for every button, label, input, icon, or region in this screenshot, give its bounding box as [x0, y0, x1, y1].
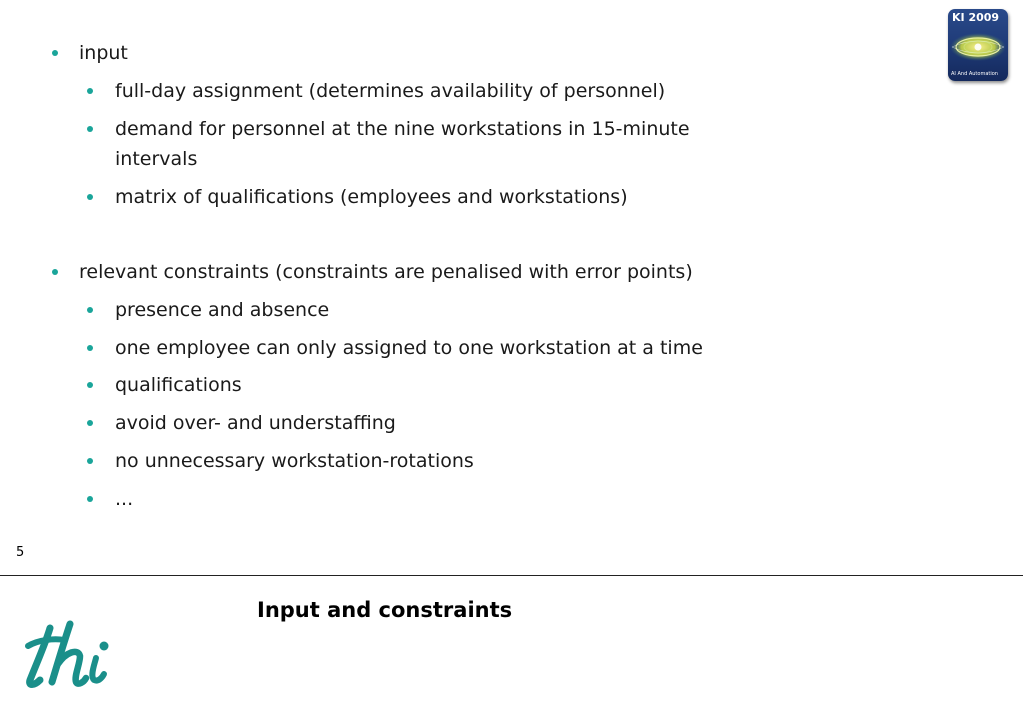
bullet-dot: [87, 458, 93, 464]
slide-title: Input and constraints: [257, 598, 513, 622]
bullet-input: [79, 38, 128, 68]
bullet-matrix-of-qualifications: [115, 182, 628, 212]
bullet-text: matrix of qualifications (employees and workstations): [115, 186, 628, 208]
bullet-dot: [52, 269, 58, 275]
bullet-dot: [87, 496, 93, 502]
bullet-text-line-1: demand for personnel at the nine workstations in 15-minute: [115, 118, 690, 140]
bullet-dot: [87, 420, 93, 426]
bullet-text: full-day assignment (determines availability of personnel): [115, 80, 666, 102]
bullet-full-day-assignment: [115, 76, 665, 106]
bullet-no-rotations: [115, 446, 474, 476]
bullet-demand-for-personnel: [115, 114, 690, 174]
page-number: 5: [16, 545, 25, 560]
university-logo: [20, 620, 120, 692]
bullet-text: qualifications: [115, 374, 242, 396]
bullet-dot: [87, 126, 93, 132]
bullet-text: input: [79, 42, 128, 64]
bullet-dot: [87, 382, 93, 388]
bullet-text: relevant constraints (constraints are penalised with error points): [79, 261, 693, 283]
bullet-text: no unnecessary workstation-rotations: [115, 450, 474, 472]
bullet-avoid-staffing: [115, 408, 396, 438]
tu-logo-dot: [100, 642, 109, 651]
bullet-text: avoid over- and understaffing: [115, 412, 396, 434]
bullet-one-employee: [115, 333, 703, 363]
bullet-dot: [87, 345, 93, 351]
bullet-dot: [52, 50, 58, 56]
tu-logo-icon: [20, 620, 120, 692]
bullet-ellipsis: [115, 484, 133, 514]
bullet-text-line-2: intervals: [115, 148, 198, 170]
footer-divider: [0, 575, 1023, 576]
bullet-text: ...: [115, 488, 134, 510]
bullet-dot: [87, 194, 93, 200]
bullet-dot: [87, 88, 93, 94]
bullet-qualifications: [115, 370, 242, 400]
bullet-dot: [87, 307, 93, 313]
bullet-relevant-constraints: [79, 257, 693, 287]
bullet-presence-and-absence: [115, 295, 329, 325]
conference-logo-subtitle: AI And Automation: [951, 71, 998, 77]
conference-logo-year: KI 2009: [952, 11, 1000, 24]
conference-logo: [948, 9, 1008, 81]
bullet-text: one employee can only assigned to one workstation at a time: [115, 337, 703, 359]
bullet-text: presence and absence: [115, 299, 330, 321]
